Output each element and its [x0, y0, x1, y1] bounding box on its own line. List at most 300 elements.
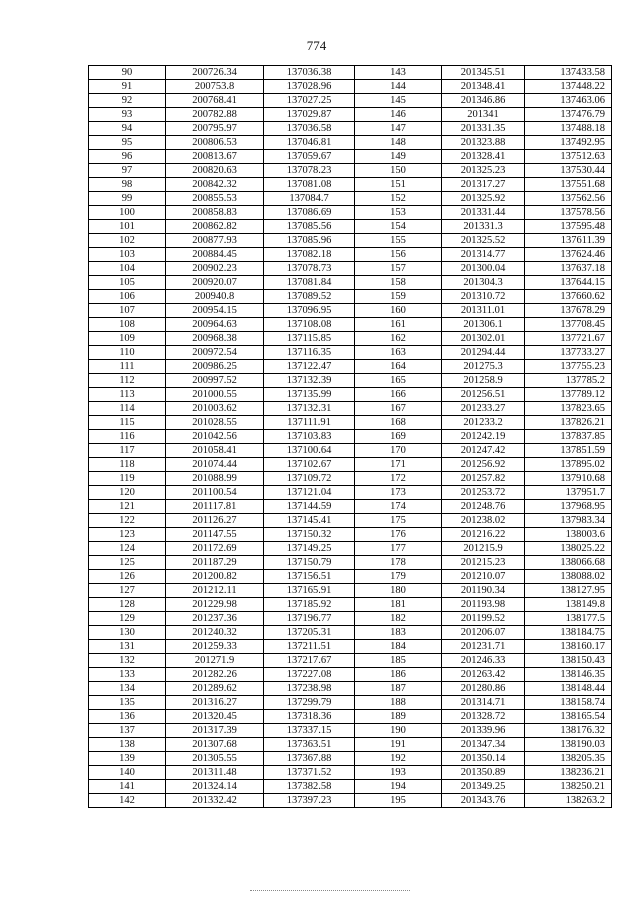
y-coordinate-left-cell: 137096.95 — [264, 304, 355, 318]
point-number-right-cell: 159 — [355, 290, 442, 304]
footer-dotted-line — [250, 890, 410, 891]
x-coordinate-left-cell: 201237.36 — [166, 612, 264, 626]
y-coordinate-right-cell: 138236.21 — [525, 766, 612, 780]
y-coordinate-right-cell: 137968.95 — [525, 500, 612, 514]
y-coordinate-left-cell: 137078.73 — [264, 262, 355, 276]
x-coordinate-left-cell: 201003.62 — [166, 402, 264, 416]
x-coordinate-right-cell: 201331.35 — [442, 122, 525, 136]
point-number-right-cell: 177 — [355, 542, 442, 556]
point-number-left-cell: 100 — [89, 206, 166, 220]
point-number-right-cell: 175 — [355, 514, 442, 528]
x-coordinate-right-cell: 201325.23 — [442, 164, 525, 178]
point-number-left-cell: 142 — [89, 794, 166, 808]
point-number-right-cell: 176 — [355, 528, 442, 542]
y-coordinate-left-cell: 137363.51 — [264, 738, 355, 752]
x-coordinate-left-cell: 201042.56 — [166, 430, 264, 444]
point-number-left-cell: 127 — [89, 584, 166, 598]
x-coordinate-right-cell: 201302.01 — [442, 332, 525, 346]
point-number-left-cell: 97 — [89, 164, 166, 178]
page-number: 774 — [306, 38, 327, 53]
table-row — [89, 94, 612, 108]
x-coordinate-left-cell: 201088.99 — [166, 472, 264, 486]
table-row — [89, 752, 612, 766]
y-coordinate-left-cell: 137196.77 — [264, 612, 355, 626]
point-number-left-cell: 123 — [89, 528, 166, 542]
y-coordinate-left-cell: 137145.41 — [264, 514, 355, 528]
point-number-right-cell: 144 — [355, 80, 442, 94]
table-row — [89, 598, 612, 612]
x-coordinate-left-cell: 201147.55 — [166, 528, 264, 542]
point-number-right-cell: 146 — [355, 108, 442, 122]
y-coordinate-right-cell: 137530.44 — [525, 164, 612, 178]
table-row — [89, 654, 612, 668]
y-coordinate-right-cell: 138176.32 — [525, 724, 612, 738]
y-coordinate-left-cell: 137149.25 — [264, 542, 355, 556]
x-coordinate-left-cell: 201316.27 — [166, 696, 264, 710]
x-coordinate-left-cell: 201324.14 — [166, 780, 264, 794]
x-coordinate-left-cell: 201200.82 — [166, 570, 264, 584]
x-coordinate-left-cell: 201320.45 — [166, 710, 264, 724]
x-coordinate-right-cell: 201256.92 — [442, 458, 525, 472]
point-number-right-cell: 156 — [355, 248, 442, 262]
point-number-right-cell: 152 — [355, 192, 442, 206]
x-coordinate-left-cell: 201259.33 — [166, 640, 264, 654]
x-coordinate-right-cell: 201349.25 — [442, 780, 525, 794]
point-number-right-cell: 150 — [355, 164, 442, 178]
point-number-left-cell: 122 — [89, 514, 166, 528]
point-number-left-cell: 99 — [89, 192, 166, 206]
y-coordinate-right-cell: 137637.18 — [525, 262, 612, 276]
table-row — [89, 682, 612, 696]
x-coordinate-left-cell: 200842.32 — [166, 178, 264, 192]
x-coordinate-right-cell: 201331.44 — [442, 206, 525, 220]
y-coordinate-left-cell: 137081.08 — [264, 178, 355, 192]
table-row — [89, 178, 612, 192]
point-number-left-cell: 128 — [89, 598, 166, 612]
table-row — [89, 528, 612, 542]
y-coordinate-right-cell: 137433.58 — [525, 66, 612, 80]
y-coordinate-left-cell: 137036.58 — [264, 122, 355, 136]
y-coordinate-left-cell: 137185.92 — [264, 598, 355, 612]
y-coordinate-left-cell: 137382.58 — [264, 780, 355, 794]
point-number-right-cell: 190 — [355, 724, 442, 738]
y-coordinate-right-cell: 137448.22 — [525, 80, 612, 94]
point-number-left-cell: 116 — [89, 430, 166, 444]
y-coordinate-left-cell: 137205.31 — [264, 626, 355, 640]
table-row — [89, 276, 612, 290]
point-number-right-cell: 189 — [355, 710, 442, 724]
y-coordinate-left-cell: 137086.69 — [264, 206, 355, 220]
x-coordinate-left-cell: 201172.69 — [166, 542, 264, 556]
x-coordinate-right-cell: 201311.01 — [442, 304, 525, 318]
x-coordinate-right-cell: 201325.52 — [442, 234, 525, 248]
y-coordinate-right-cell: 137983.34 — [525, 514, 612, 528]
x-coordinate-left-cell: 201229.98 — [166, 598, 264, 612]
y-coordinate-right-cell: 138165.54 — [525, 710, 612, 724]
point-number-left-cell: 124 — [89, 542, 166, 556]
x-coordinate-right-cell: 201215.23 — [442, 556, 525, 570]
table-row — [89, 80, 612, 94]
x-coordinate-right-cell: 201325.92 — [442, 192, 525, 206]
table-row — [89, 500, 612, 514]
y-coordinate-right-cell: 138250.21 — [525, 780, 612, 794]
y-coordinate-right-cell: 138088.02 — [525, 570, 612, 584]
x-coordinate-left-cell: 201307.68 — [166, 738, 264, 752]
x-coordinate-right-cell: 201331.3 — [442, 220, 525, 234]
y-coordinate-right-cell: 137611.39 — [525, 234, 612, 248]
coordinates-table-body — [89, 66, 612, 808]
x-coordinate-right-cell: 201350.89 — [442, 766, 525, 780]
y-coordinate-left-cell: 137082.18 — [264, 248, 355, 262]
point-number-left-cell: 111 — [89, 360, 166, 374]
point-number-left-cell: 93 — [89, 108, 166, 122]
x-coordinate-right-cell: 201347.34 — [442, 738, 525, 752]
table-row — [89, 584, 612, 598]
y-coordinate-right-cell: 137551.68 — [525, 178, 612, 192]
table-row — [89, 122, 612, 136]
x-coordinate-left-cell: 200920.07 — [166, 276, 264, 290]
x-coordinate-right-cell: 201350.14 — [442, 752, 525, 766]
table-row — [89, 724, 612, 738]
point-number-right-cell: 178 — [355, 556, 442, 570]
point-number-left-cell: 109 — [89, 332, 166, 346]
y-coordinate-right-cell: 138146.35 — [525, 668, 612, 682]
table-row — [89, 444, 612, 458]
x-coordinate-right-cell: 201275.3 — [442, 360, 525, 374]
point-number-right-cell: 168 — [355, 416, 442, 430]
x-coordinate-right-cell: 201345.51 — [442, 66, 525, 80]
point-number-right-cell: 186 — [355, 668, 442, 682]
y-coordinate-right-cell: 137826.21 — [525, 416, 612, 430]
point-number-right-cell: 145 — [355, 94, 442, 108]
y-coordinate-left-cell: 137081.84 — [264, 276, 355, 290]
y-coordinate-left-cell: 137108.08 — [264, 318, 355, 332]
x-coordinate-right-cell: 201280.86 — [442, 682, 525, 696]
x-coordinate-left-cell: 200820.63 — [166, 164, 264, 178]
x-coordinate-left-cell: 201126.27 — [166, 514, 264, 528]
y-coordinate-left-cell: 137318.36 — [264, 710, 355, 724]
point-number-left-cell: 108 — [89, 318, 166, 332]
x-coordinate-right-cell: 201348.41 — [442, 80, 525, 94]
x-coordinate-left-cell: 200782.88 — [166, 108, 264, 122]
table-row — [89, 248, 612, 262]
point-number-right-cell: 155 — [355, 234, 442, 248]
x-coordinate-left-cell: 201058.41 — [166, 444, 264, 458]
x-coordinate-right-cell: 201242.19 — [442, 430, 525, 444]
point-number-left-cell: 125 — [89, 556, 166, 570]
point-number-left-cell: 95 — [89, 136, 166, 150]
y-coordinate-right-cell: 138158.74 — [525, 696, 612, 710]
y-coordinate-left-cell: 137397.23 — [264, 794, 355, 808]
x-coordinate-right-cell: 201257.82 — [442, 472, 525, 486]
table-row — [89, 66, 612, 80]
x-coordinate-right-cell: 201300.04 — [442, 262, 525, 276]
x-coordinate-right-cell: 201193.98 — [442, 598, 525, 612]
y-coordinate-left-cell: 137115.85 — [264, 332, 355, 346]
y-coordinate-right-cell: 137733.27 — [525, 346, 612, 360]
x-coordinate-left-cell: 200964.63 — [166, 318, 264, 332]
point-number-right-cell: 169 — [355, 430, 442, 444]
y-coordinate-right-cell: 137785.2 — [525, 374, 612, 388]
point-number-right-cell: 157 — [355, 262, 442, 276]
x-coordinate-left-cell: 201187.29 — [166, 556, 264, 570]
table-row — [89, 192, 612, 206]
point-number-right-cell: 174 — [355, 500, 442, 514]
y-coordinate-left-cell: 137132.31 — [264, 402, 355, 416]
point-number-left-cell: 133 — [89, 668, 166, 682]
point-number-right-cell: 164 — [355, 360, 442, 374]
point-number-right-cell: 153 — [355, 206, 442, 220]
y-coordinate-left-cell: 137150.79 — [264, 556, 355, 570]
point-number-left-cell: 92 — [89, 94, 166, 108]
x-coordinate-left-cell: 201074.44 — [166, 458, 264, 472]
point-number-right-cell: 195 — [355, 794, 442, 808]
point-number-right-cell: 194 — [355, 780, 442, 794]
x-coordinate-left-cell: 200877.93 — [166, 234, 264, 248]
y-coordinate-left-cell: 137036.38 — [264, 66, 355, 80]
point-number-right-cell: 147 — [355, 122, 442, 136]
y-coordinate-left-cell: 137371.52 — [264, 766, 355, 780]
y-coordinate-left-cell: 137211.51 — [264, 640, 355, 654]
x-coordinate-right-cell: 201215.9 — [442, 542, 525, 556]
x-coordinate-left-cell: 200884.45 — [166, 248, 264, 262]
x-coordinate-right-cell: 201233.2 — [442, 416, 525, 430]
point-number-right-cell: 183 — [355, 626, 442, 640]
x-coordinate-left-cell: 201028.55 — [166, 416, 264, 430]
x-coordinate-left-cell: 200768.41 — [166, 94, 264, 108]
point-number-right-cell: 179 — [355, 570, 442, 584]
y-coordinate-right-cell: 137488.18 — [525, 122, 612, 136]
table-row — [89, 206, 612, 220]
point-number-right-cell: 151 — [355, 178, 442, 192]
point-number-right-cell: 160 — [355, 304, 442, 318]
table-row — [89, 416, 612, 430]
table-row — [89, 640, 612, 654]
point-number-right-cell: 148 — [355, 136, 442, 150]
x-coordinate-left-cell: 201212.11 — [166, 584, 264, 598]
x-coordinate-left-cell: 200795.97 — [166, 122, 264, 136]
point-number-left-cell: 90 — [89, 66, 166, 80]
y-coordinate-right-cell: 138263.2 — [525, 794, 612, 808]
table-row — [89, 710, 612, 724]
point-number-right-cell: 171 — [355, 458, 442, 472]
y-coordinate-right-cell: 137851.59 — [525, 444, 612, 458]
table-row — [89, 108, 612, 122]
x-coordinate-left-cell: 201289.62 — [166, 682, 264, 696]
y-coordinate-right-cell: 137708.45 — [525, 318, 612, 332]
y-coordinate-left-cell: 137238.98 — [264, 682, 355, 696]
y-coordinate-left-cell: 137156.51 — [264, 570, 355, 584]
y-coordinate-left-cell: 137217.67 — [264, 654, 355, 668]
x-coordinate-right-cell: 201341 — [442, 108, 525, 122]
point-number-left-cell: 118 — [89, 458, 166, 472]
x-coordinate-right-cell: 201247.42 — [442, 444, 525, 458]
y-coordinate-right-cell: 138149.8 — [525, 598, 612, 612]
point-number-left-cell: 137 — [89, 724, 166, 738]
point-number-right-cell: 181 — [355, 598, 442, 612]
y-coordinate-left-cell: 137337.15 — [264, 724, 355, 738]
y-coordinate-right-cell: 137837.85 — [525, 430, 612, 444]
point-number-right-cell: 188 — [355, 696, 442, 710]
point-number-left-cell: 121 — [89, 500, 166, 514]
y-coordinate-right-cell: 138148.44 — [525, 682, 612, 696]
x-coordinate-right-cell: 201258.9 — [442, 374, 525, 388]
table-row — [89, 360, 612, 374]
table-row — [89, 612, 612, 626]
table-row — [89, 136, 612, 150]
coordinates-table — [88, 65, 612, 808]
table-row — [89, 290, 612, 304]
y-coordinate-right-cell: 138150.43 — [525, 654, 612, 668]
x-coordinate-left-cell: 201305.55 — [166, 752, 264, 766]
point-number-left-cell: 138 — [89, 738, 166, 752]
point-number-left-cell: 117 — [89, 444, 166, 458]
x-coordinate-left-cell: 200997.52 — [166, 374, 264, 388]
point-number-left-cell: 120 — [89, 486, 166, 500]
x-coordinate-right-cell: 201256.51 — [442, 388, 525, 402]
table-row — [89, 234, 612, 248]
y-coordinate-right-cell: 137624.46 — [525, 248, 612, 262]
y-coordinate-left-cell: 137144.59 — [264, 500, 355, 514]
point-number-left-cell: 131 — [89, 640, 166, 654]
y-coordinate-left-cell: 137027.25 — [264, 94, 355, 108]
x-coordinate-left-cell: 200753.8 — [166, 80, 264, 94]
x-coordinate-left-cell: 201271.9 — [166, 654, 264, 668]
y-coordinate-left-cell: 137135.99 — [264, 388, 355, 402]
x-coordinate-left-cell: 200968.38 — [166, 332, 264, 346]
table-row — [89, 486, 612, 500]
y-coordinate-left-cell: 137085.96 — [264, 234, 355, 248]
table-row — [89, 318, 612, 332]
y-coordinate-left-cell: 137100.64 — [264, 444, 355, 458]
x-coordinate-left-cell: 201311.48 — [166, 766, 264, 780]
y-coordinate-right-cell: 137660.62 — [525, 290, 612, 304]
x-coordinate-right-cell: 201231.71 — [442, 640, 525, 654]
point-number-right-cell: 165 — [355, 374, 442, 388]
point-number-left-cell: 119 — [89, 472, 166, 486]
x-coordinate-right-cell: 201206.07 — [442, 626, 525, 640]
x-coordinate-right-cell: 201253.72 — [442, 486, 525, 500]
x-coordinate-right-cell: 201210.07 — [442, 570, 525, 584]
point-number-left-cell: 112 — [89, 374, 166, 388]
table-row — [89, 570, 612, 584]
point-number-right-cell: 166 — [355, 388, 442, 402]
point-number-left-cell: 91 — [89, 80, 166, 94]
point-number-left-cell: 129 — [89, 612, 166, 626]
point-number-right-cell: 185 — [355, 654, 442, 668]
y-coordinate-left-cell: 137102.67 — [264, 458, 355, 472]
table-row — [89, 668, 612, 682]
y-coordinate-right-cell: 137895.02 — [525, 458, 612, 472]
table-row — [89, 150, 612, 164]
y-coordinate-right-cell: 138066.68 — [525, 556, 612, 570]
x-coordinate-right-cell: 201306.1 — [442, 318, 525, 332]
y-coordinate-left-cell: 137227.08 — [264, 668, 355, 682]
point-number-left-cell: 107 — [89, 304, 166, 318]
y-coordinate-left-cell: 137046.81 — [264, 136, 355, 150]
table-row — [89, 696, 612, 710]
table-row — [89, 780, 612, 794]
y-coordinate-right-cell: 137910.68 — [525, 472, 612, 486]
table-row — [89, 514, 612, 528]
point-number-left-cell: 140 — [89, 766, 166, 780]
point-number-left-cell: 134 — [89, 682, 166, 696]
x-coordinate-right-cell: 201317.27 — [442, 178, 525, 192]
point-number-left-cell: 110 — [89, 346, 166, 360]
point-number-left-cell: 101 — [89, 220, 166, 234]
point-number-left-cell: 113 — [89, 388, 166, 402]
y-coordinate-right-cell: 138205.35 — [525, 752, 612, 766]
y-coordinate-right-cell: 137512.63 — [525, 150, 612, 164]
table-row — [89, 472, 612, 486]
table-row — [89, 304, 612, 318]
x-coordinate-left-cell: 200954.15 — [166, 304, 264, 318]
y-coordinate-right-cell: 137595.48 — [525, 220, 612, 234]
point-number-right-cell: 167 — [355, 402, 442, 416]
point-number-right-cell: 170 — [355, 444, 442, 458]
x-coordinate-left-cell: 200855.53 — [166, 192, 264, 206]
y-coordinate-right-cell: 137721.67 — [525, 332, 612, 346]
point-number-right-cell: 192 — [355, 752, 442, 766]
point-number-left-cell: 98 — [89, 178, 166, 192]
table-row — [89, 794, 612, 808]
x-coordinate-left-cell: 201100.54 — [166, 486, 264, 500]
y-coordinate-left-cell: 137103.83 — [264, 430, 355, 444]
point-number-left-cell: 141 — [89, 780, 166, 794]
x-coordinate-left-cell: 201282.26 — [166, 668, 264, 682]
table-row — [89, 346, 612, 360]
y-coordinate-right-cell: 138184.75 — [525, 626, 612, 640]
x-coordinate-left-cell: 200858.83 — [166, 206, 264, 220]
x-coordinate-right-cell: 201263.42 — [442, 668, 525, 682]
y-coordinate-right-cell: 138160.17 — [525, 640, 612, 654]
x-coordinate-right-cell: 201314.71 — [442, 696, 525, 710]
point-number-left-cell: 102 — [89, 234, 166, 248]
point-number-left-cell: 132 — [89, 654, 166, 668]
point-number-right-cell: 172 — [355, 472, 442, 486]
point-number-left-cell: 136 — [89, 710, 166, 724]
x-coordinate-left-cell: 200806.53 — [166, 136, 264, 150]
x-coordinate-right-cell: 201304.3 — [442, 276, 525, 290]
y-coordinate-right-cell: 137644.15 — [525, 276, 612, 290]
point-number-left-cell: 126 — [89, 570, 166, 584]
table-row — [89, 332, 612, 346]
point-number-left-cell: 105 — [89, 276, 166, 290]
point-number-right-cell: 180 — [355, 584, 442, 598]
y-coordinate-right-cell: 138177.5 — [525, 612, 612, 626]
table-row — [89, 626, 612, 640]
y-coordinate-left-cell: 137121.04 — [264, 486, 355, 500]
x-coordinate-left-cell: 201332.42 — [166, 794, 264, 808]
table-row — [89, 766, 612, 780]
y-coordinate-left-cell: 137084.7 — [264, 192, 355, 206]
table-row — [89, 388, 612, 402]
point-number-right-cell: 158 — [355, 276, 442, 290]
x-coordinate-left-cell: 200902.23 — [166, 262, 264, 276]
x-coordinate-right-cell: 201328.72 — [442, 710, 525, 724]
point-number-right-cell: 162 — [355, 332, 442, 346]
x-coordinate-left-cell: 201000.55 — [166, 388, 264, 402]
y-coordinate-right-cell: 137578.56 — [525, 206, 612, 220]
point-number-right-cell: 143 — [355, 66, 442, 80]
y-coordinate-right-cell: 137951.7 — [525, 486, 612, 500]
point-number-left-cell: 135 — [89, 696, 166, 710]
point-number-right-cell: 163 — [355, 346, 442, 360]
x-coordinate-right-cell: 201246.33 — [442, 654, 525, 668]
y-coordinate-left-cell: 137165.91 — [264, 584, 355, 598]
point-number-left-cell: 139 — [89, 752, 166, 766]
point-number-right-cell: 173 — [355, 486, 442, 500]
